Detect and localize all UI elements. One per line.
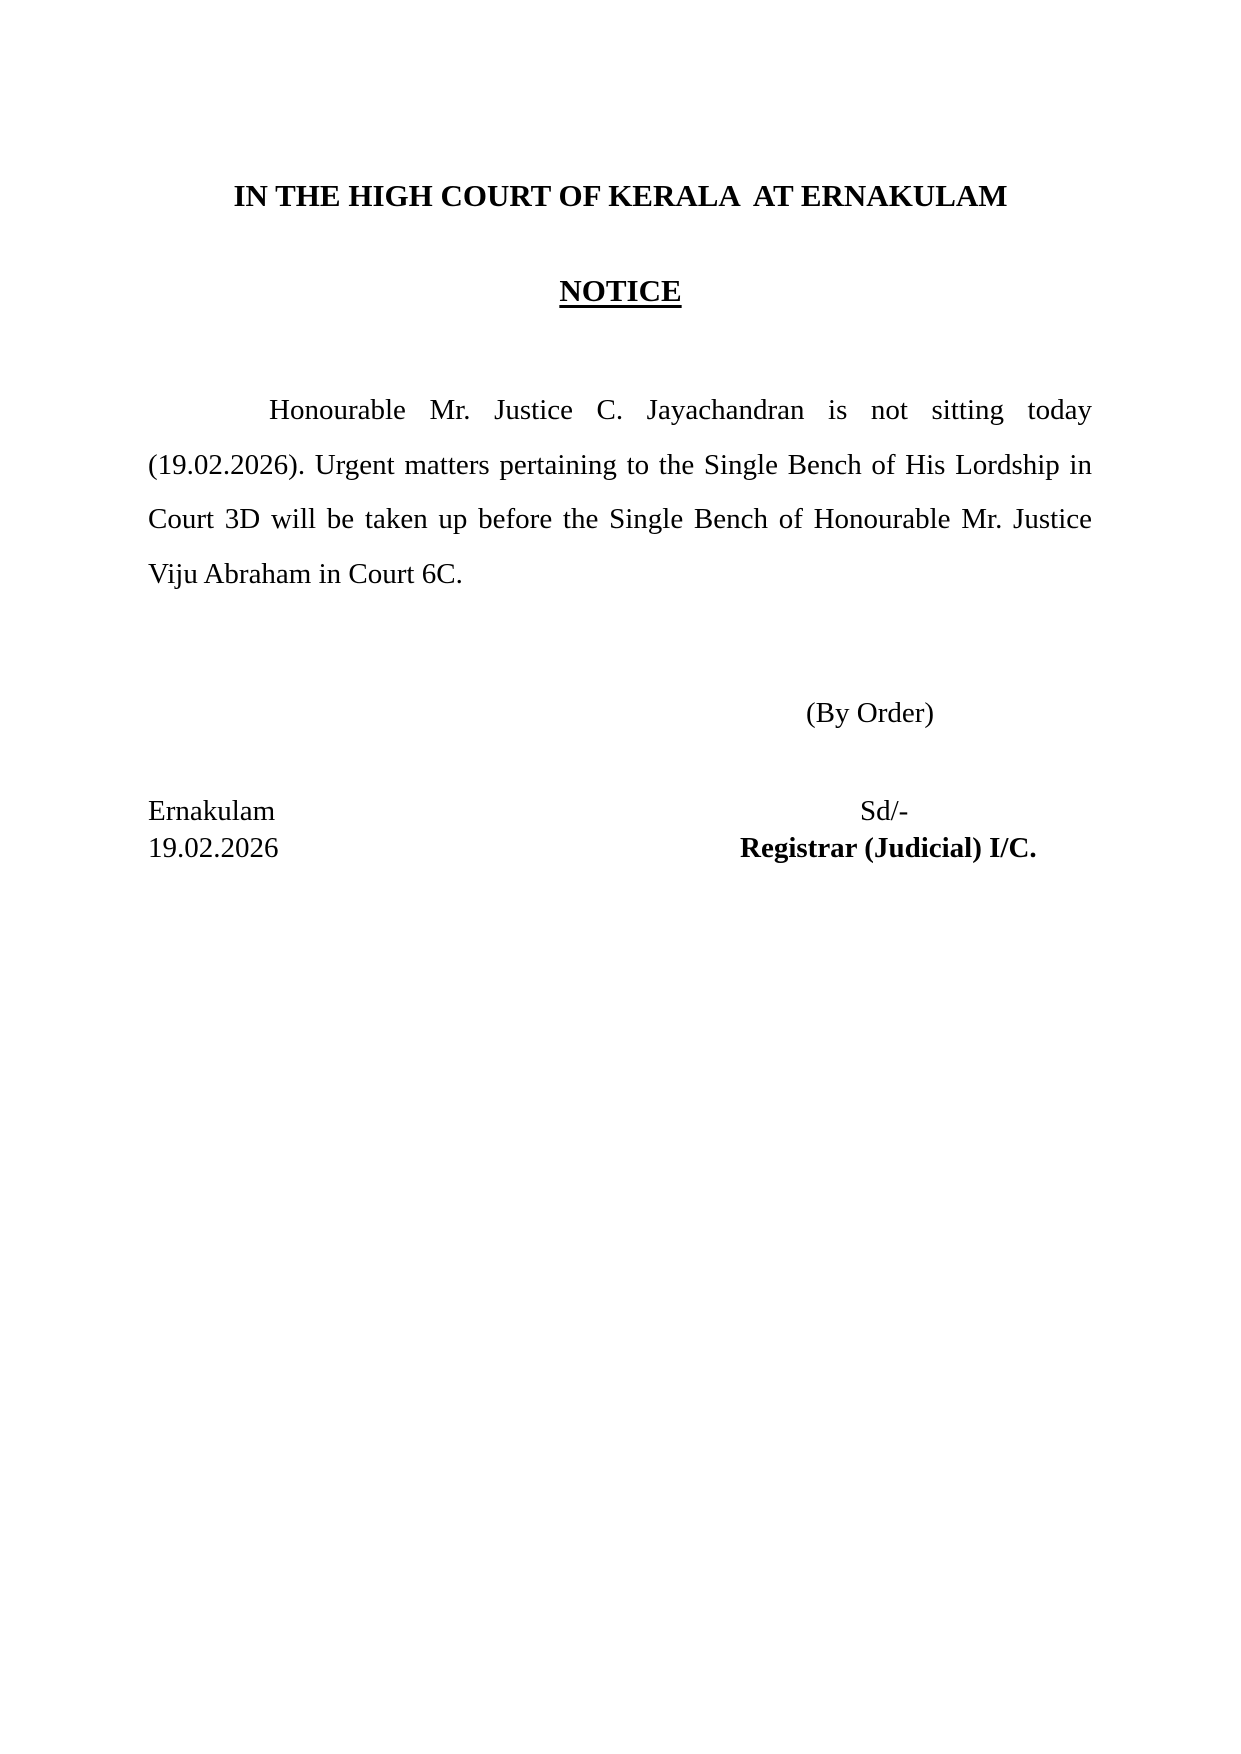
notice-body-paragraph: Honourable Mr. Justice C. Jayachandran is not sitting today (19.02.2026). Urgent matters pertaining to the Single Bench of His Lordship in Court 3D will be taken up before the Single Bench of Honourable Mr. Justice Viju Abraham in Court 6C. (148, 394, 1092, 590)
signatory-designation: Registrar (Judicial) I/C. (740, 832, 1037, 864)
issue-place: Ernakulam (148, 795, 276, 827)
notice-title: NOTICE (559, 273, 682, 308)
court-heading: IN THE HIGH COURT OF KERALA AT ERNAKULAM (233, 178, 1008, 213)
signature-mark: Sd/- (860, 795, 909, 827)
by-order-line: (By Order) (806, 697, 935, 729)
issue-date: 19.02.2026 (148, 832, 279, 864)
